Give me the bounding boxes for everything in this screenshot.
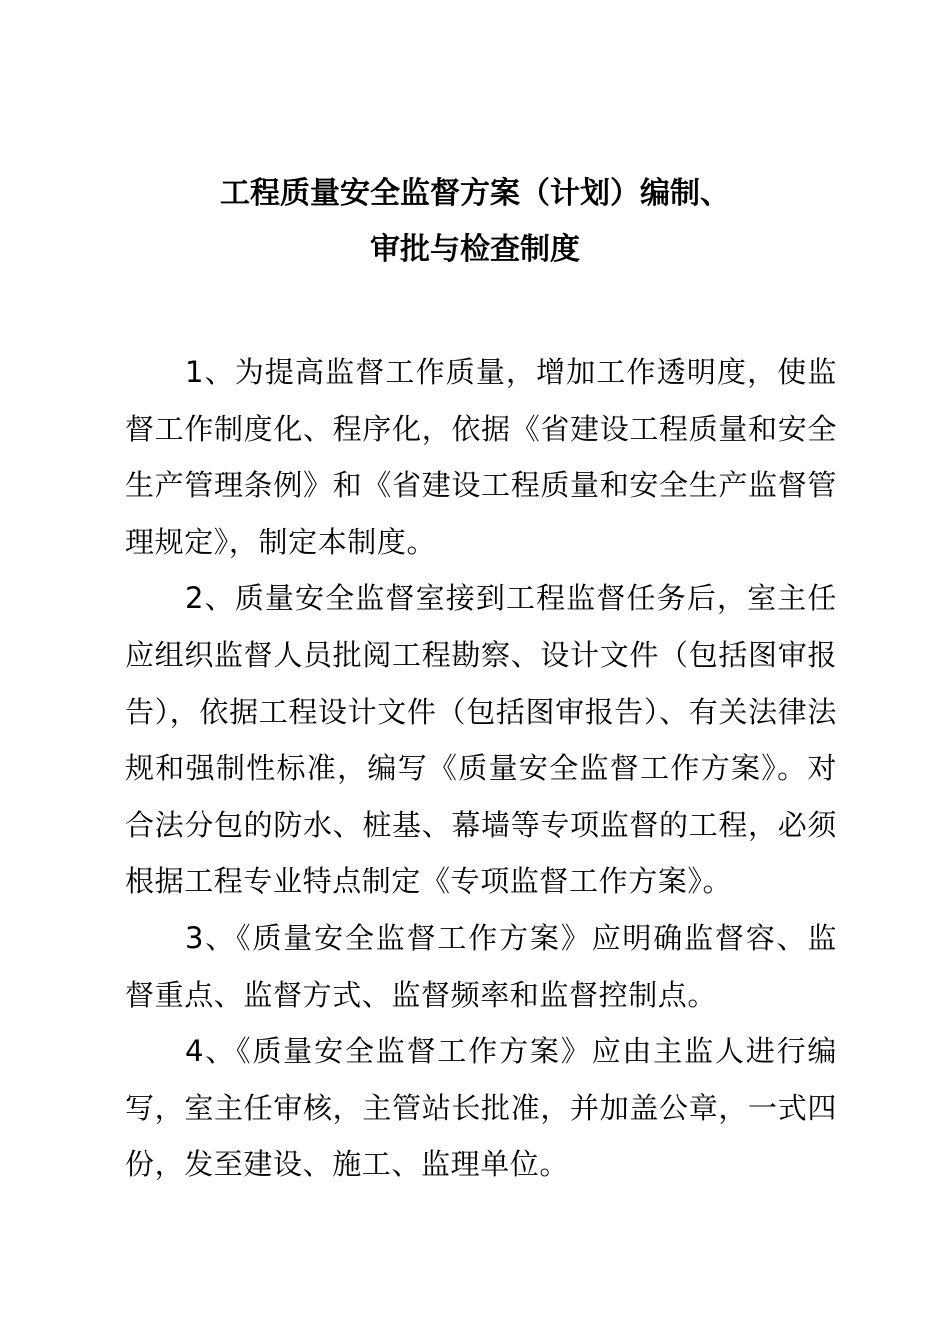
document-title-line-2: 审批与检查制度 — [370, 232, 580, 267]
document-title-line-1: 工程质量安全监督方案（计划）编制、 — [220, 176, 730, 211]
paragraph-1: 1、为提高监督工作质量，增加工作透明度，使监督工作制度化、程序化，依据《省建设工程质量和安全生产管理条例》和《省建设工程质量和安全生产监督管理规定》，制定本制度。 — [125, 355, 837, 559]
paragraph-3: 3、《质量安全监督工作方案》应明确监督容、监督重点、监督方式、监督频率和监督控制点。 — [125, 920, 837, 1012]
document-body — [125, 344, 837, 1193]
paragraph-2: 2、质量安全监督室接到工程监督任务后，室主任应组织监督人员批阅工程勘察、设计文件（包括图审报告），依据工程设计文件（包括图审报告）、有关法律法规和强制性标准，编写《质量安全监督工作方案》。对合法分包的防水、桩基、幕墙等专项监督的工程，必须根据工程专业特点制定《专项监督工作方案》。 — [125, 581, 837, 899]
paragraph-4: 4、《质量安全监督工作方案》应由主监人进行编写，室主任审核，主管站长批准，并加盖公章，一式四份，发至建设、施工、监理单位。 — [125, 1034, 837, 1182]
